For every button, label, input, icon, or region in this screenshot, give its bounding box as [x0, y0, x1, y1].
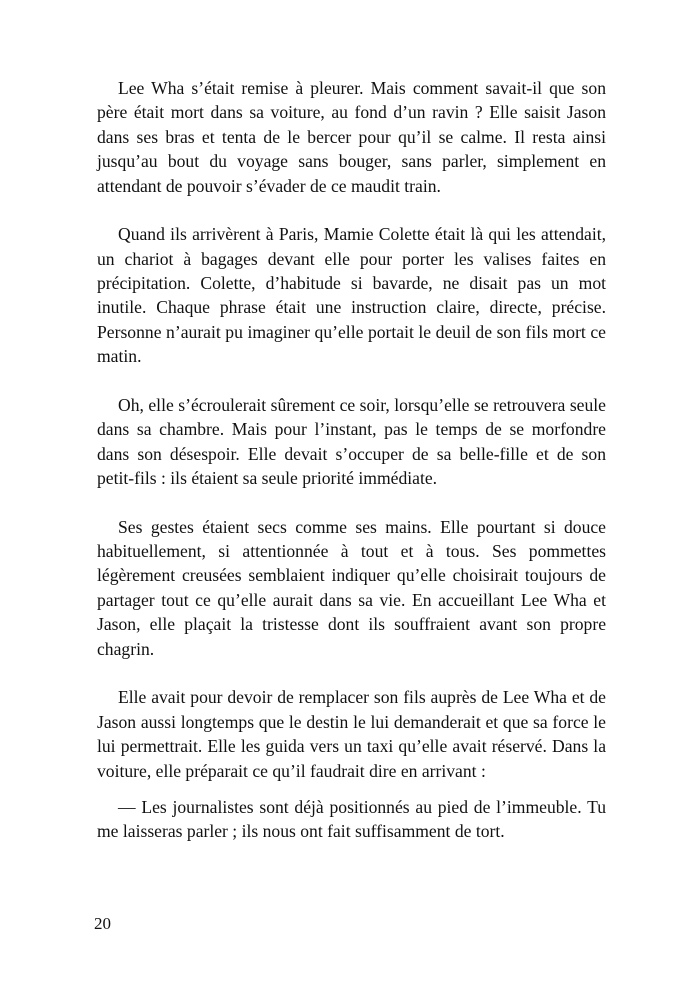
- paragraph-2: Quand ils arrivèrent à Paris, Mamie Colette était là qui les attendait, un chariot à bagages devant elle pour porter les valises faites en précipitation. Colette, d’habitude si bavarde, ne disait pas un mot inutile. Chaque phrase était une instruction claire, directe, précise. Personne n’aurait pu imaginer qu’elle portait le deuil de son fils mort ce matin.: [97, 224, 606, 367]
- body-text: [97, 76, 606, 844]
- dialogue-paragraph: — Les journalistes sont déjà positionnés au pied de l’immeuble. Tu me laisseras parler ; ils nous ont fait suffisamment de tort.: [97, 796, 606, 842]
- paragraph-3: Oh, elle s’écroulerait sûrement ce soir, lorsqu’elle se retrouvera seule dans sa chambre. Mais pour l’instant, pas le temps de se morfondre dans son désespoir. Elle devait s’occuper de sa belle-fille et de son petit-fils : ils étaient sa seule priorité immédiate.: [97, 394, 606, 489]
- paragraph-5: Elle avait pour devoir de remplacer son fils auprès de Lee Wha et de Jason aussi longtemps que le destin le lui demanderait et que sa force le lui permettrait. Elle les guida vers un taxi qu’elle avait réservé. Dans la voiture, elle préparait ce qu’il faudrait dire en arrivant :: [97, 687, 606, 781]
- page-number: 20: [94, 914, 111, 933]
- paragraph-1: Lee Wha s’était remise à pleurer. Mais comment savait-il que son père était mort dans sa voiture, au fond d’un ravin ? Elle saisit Jason dans ses bras et tenta de le bercer pour qu’il se calme. Il resta ainsi jusqu’au bout du voyage sans bouger, sans parler, simplement en attendant de pouvoir s’évader de ce maudit train.: [97, 78, 606, 196]
- paragraph-4: Ses gestes étaient secs comme ses mains. Elle pourtant si douce habituellement, si attentionnée à tout et à tous. Ses pommettes légèrement creusées semblaient indiquer qu’elle choisirait toujours de partager tout ce qu’elle aurait dans sa vie. En accueillant Lee Wha et Jason, elle plaçait la tristesse dont ils souffraient avant son propre chagrin.: [97, 516, 606, 659]
